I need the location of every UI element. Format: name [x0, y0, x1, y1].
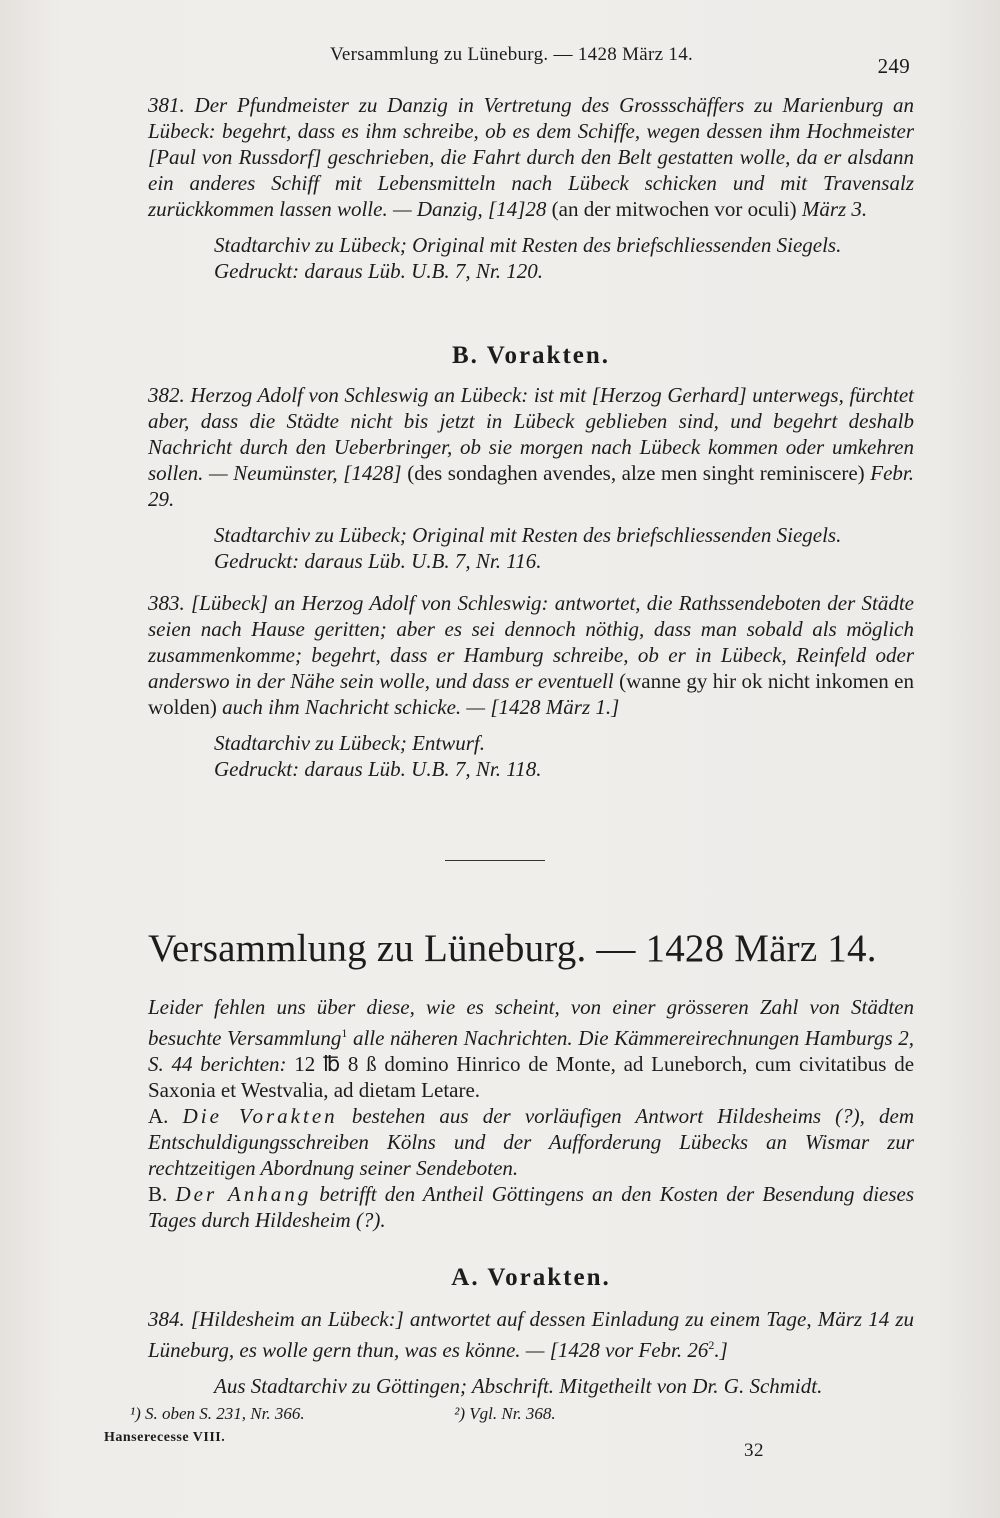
source-line: Stadtarchiv zu Lübeck; Original mit Resten des briefschliessenden Siegels.	[214, 233, 842, 257]
intro-a-text: bestehen aus der vorläufigen Antwort Hildesheims (?), dem Entschuldigungsschreiben Kölns und der Aufforderung Lübecks an Wismar zur rechtzeitigen Abordnung seiner Sendeboten.	[148, 1104, 915, 1180]
section-heading-a: A. Vorakten.	[451, 1264, 611, 1291]
series-title: Hanserecesse VIII.	[104, 1430, 226, 1445]
signature-mark: 32	[744, 1440, 764, 1461]
entry-date-original: (des sondaghen avendes, alze men singht reminiscere)	[407, 461, 865, 485]
entry-date: Febr. 29.	[148, 461, 914, 511]
entry-date-original: (an der mitwochen vor oculi)	[551, 197, 797, 221]
section-divider	[445, 860, 545, 861]
source-line: Stadtarchiv zu Lübeck; Entwurf.	[214, 731, 486, 755]
entry-number: 384.	[148, 1307, 185, 1331]
entry-381	[148, 92, 914, 284]
print-line: Gedruckt: daraus Lüb. U.B. 7, Nr. 116.	[214, 549, 542, 573]
intro-b-label: B.	[148, 1182, 168, 1206]
entry-383	[148, 590, 914, 782]
source-line: Stadtarchiv zu Lübeck; Original mit Resten des briefschliessenden Siegels.	[214, 523, 842, 547]
footnote-ref: 1	[341, 1026, 348, 1040]
entry-text: Herzog Adolf von Schleswig an Lübeck: ist mit [Herzog Gerhard] unterwegs, fürchtet aber, dass die Städte nicht bis jetzt in Lübeck geblieben sind, und begehrt deshalb Nachricht durch den Ueberbringer, ob sie morgen nach Lübeck kommen oder umkehren sollen. — Neumünster, [1428]	[148, 383, 914, 485]
intro-quote: 12 ℔ 8 ß domino Hinrico de Monte, ad Luneborch, cum civitatibus de Saxonia et Westvalia, ad dietam Letare.	[148, 1052, 915, 1102]
entry-text: [Lübeck] an Herzog Adolf von Schleswig: antwortet, die Rathssendeboten der Städte seien nach Hause geritten; aber es sei dennoch nöthig, dass man sobald als möglich zusammenkomme; begehrt, dass er Hamburg schreibe, ob er in Lübeck, Reinfeld oder anderswo in der Nähe sein wolle, und dass er eventuell	[148, 591, 915, 693]
entry-number: 383.	[148, 591, 185, 615]
entry-382	[148, 382, 914, 574]
footnotes	[130, 1404, 910, 1424]
print-line: Gedruckt: daraus Lüb. U.B. 7, Nr. 118.	[214, 757, 542, 781]
entry-text: Der Pfundmeister zu Danzig in Vertretung des Grossschäffers zu Marienburg an Lübeck: begehrt, dass es ihm schreibe, ob es dem Schiffe, wegen dessen ihm Hochmeister [Paul von Russdorf] geschrieben, die Fahrt durch den Belt gestatten wolle, da er alsdann ein anderes Schiff mit Lebensmitteln nach Lübeck schicken und mit Travensalz zurückkommen lassen wolle. — Danzig, [14]28	[148, 93, 915, 221]
running-title: Versammlung zu Lüneburg. — 1428 März 14.	[330, 44, 694, 65]
intro	[148, 994, 914, 1233]
footnote-2: ²) Vgl. Nr. 368.	[454, 1404, 556, 1423]
intro-a-label: A.	[148, 1104, 169, 1128]
entry-date: März 3.	[801, 197, 868, 221]
print-line: Gedruckt: daraus Lüb. U.B. 7, Nr. 120.	[214, 259, 543, 283]
entry-text-close: .]	[714, 1338, 728, 1362]
intro-b-text: betrifft den Antheil Göttingens an den Kosten der Besendung dieses Tages durch Hildesheim (?).	[148, 1182, 915, 1232]
entry-384	[148, 1306, 914, 1399]
entry-text-end: auch ihm Nachricht schicke. — [1428 März 1.]	[222, 695, 620, 719]
intro-text: Leider fehlen uns über diese, wie es scheint, von einer grösseren Zahl von Städten besuchte Versammlung	[148, 995, 914, 1050]
entry-text: [Hildesheim an Lübeck:] antwortet auf dessen Einladung zu einem Tage, März 14 zu Lüneburg, es wolle gern thun, was es könne. — [1428 vor Febr. 26	[148, 1307, 915, 1362]
intro-text-2: alle näheren Nachrichten. Die Kämmereirechnungen Hamburgs 2, S. 44 berichten:	[148, 1026, 914, 1076]
source-line: Aus Stadtarchiv zu Göttingen; Abschrift. Mitgetheilt von Dr. G. Schmidt.	[214, 1374, 823, 1398]
intro-b-term: Der Anhang	[175, 1182, 312, 1206]
main-title: Versammlung zu Lüneburg. — 1428 März 14.	[148, 927, 877, 970]
footnote-ref: 2	[708, 1338, 715, 1352]
entry-original-quote: (wanne gy hir ok nicht inkomen en wolden)	[148, 669, 915, 719]
footnote-1: ¹) S. oben S. 231, Nr. 366.	[130, 1404, 305, 1423]
page-number: 249	[877, 54, 910, 78]
entry-number: 381.	[148, 93, 185, 117]
page-footer	[104, 1430, 764, 1461]
intro-a-term: Die Vorakten	[182, 1104, 338, 1128]
section-heading-b: B. Vorakten.	[451, 342, 611, 369]
entry-number: 382.	[148, 383, 185, 407]
